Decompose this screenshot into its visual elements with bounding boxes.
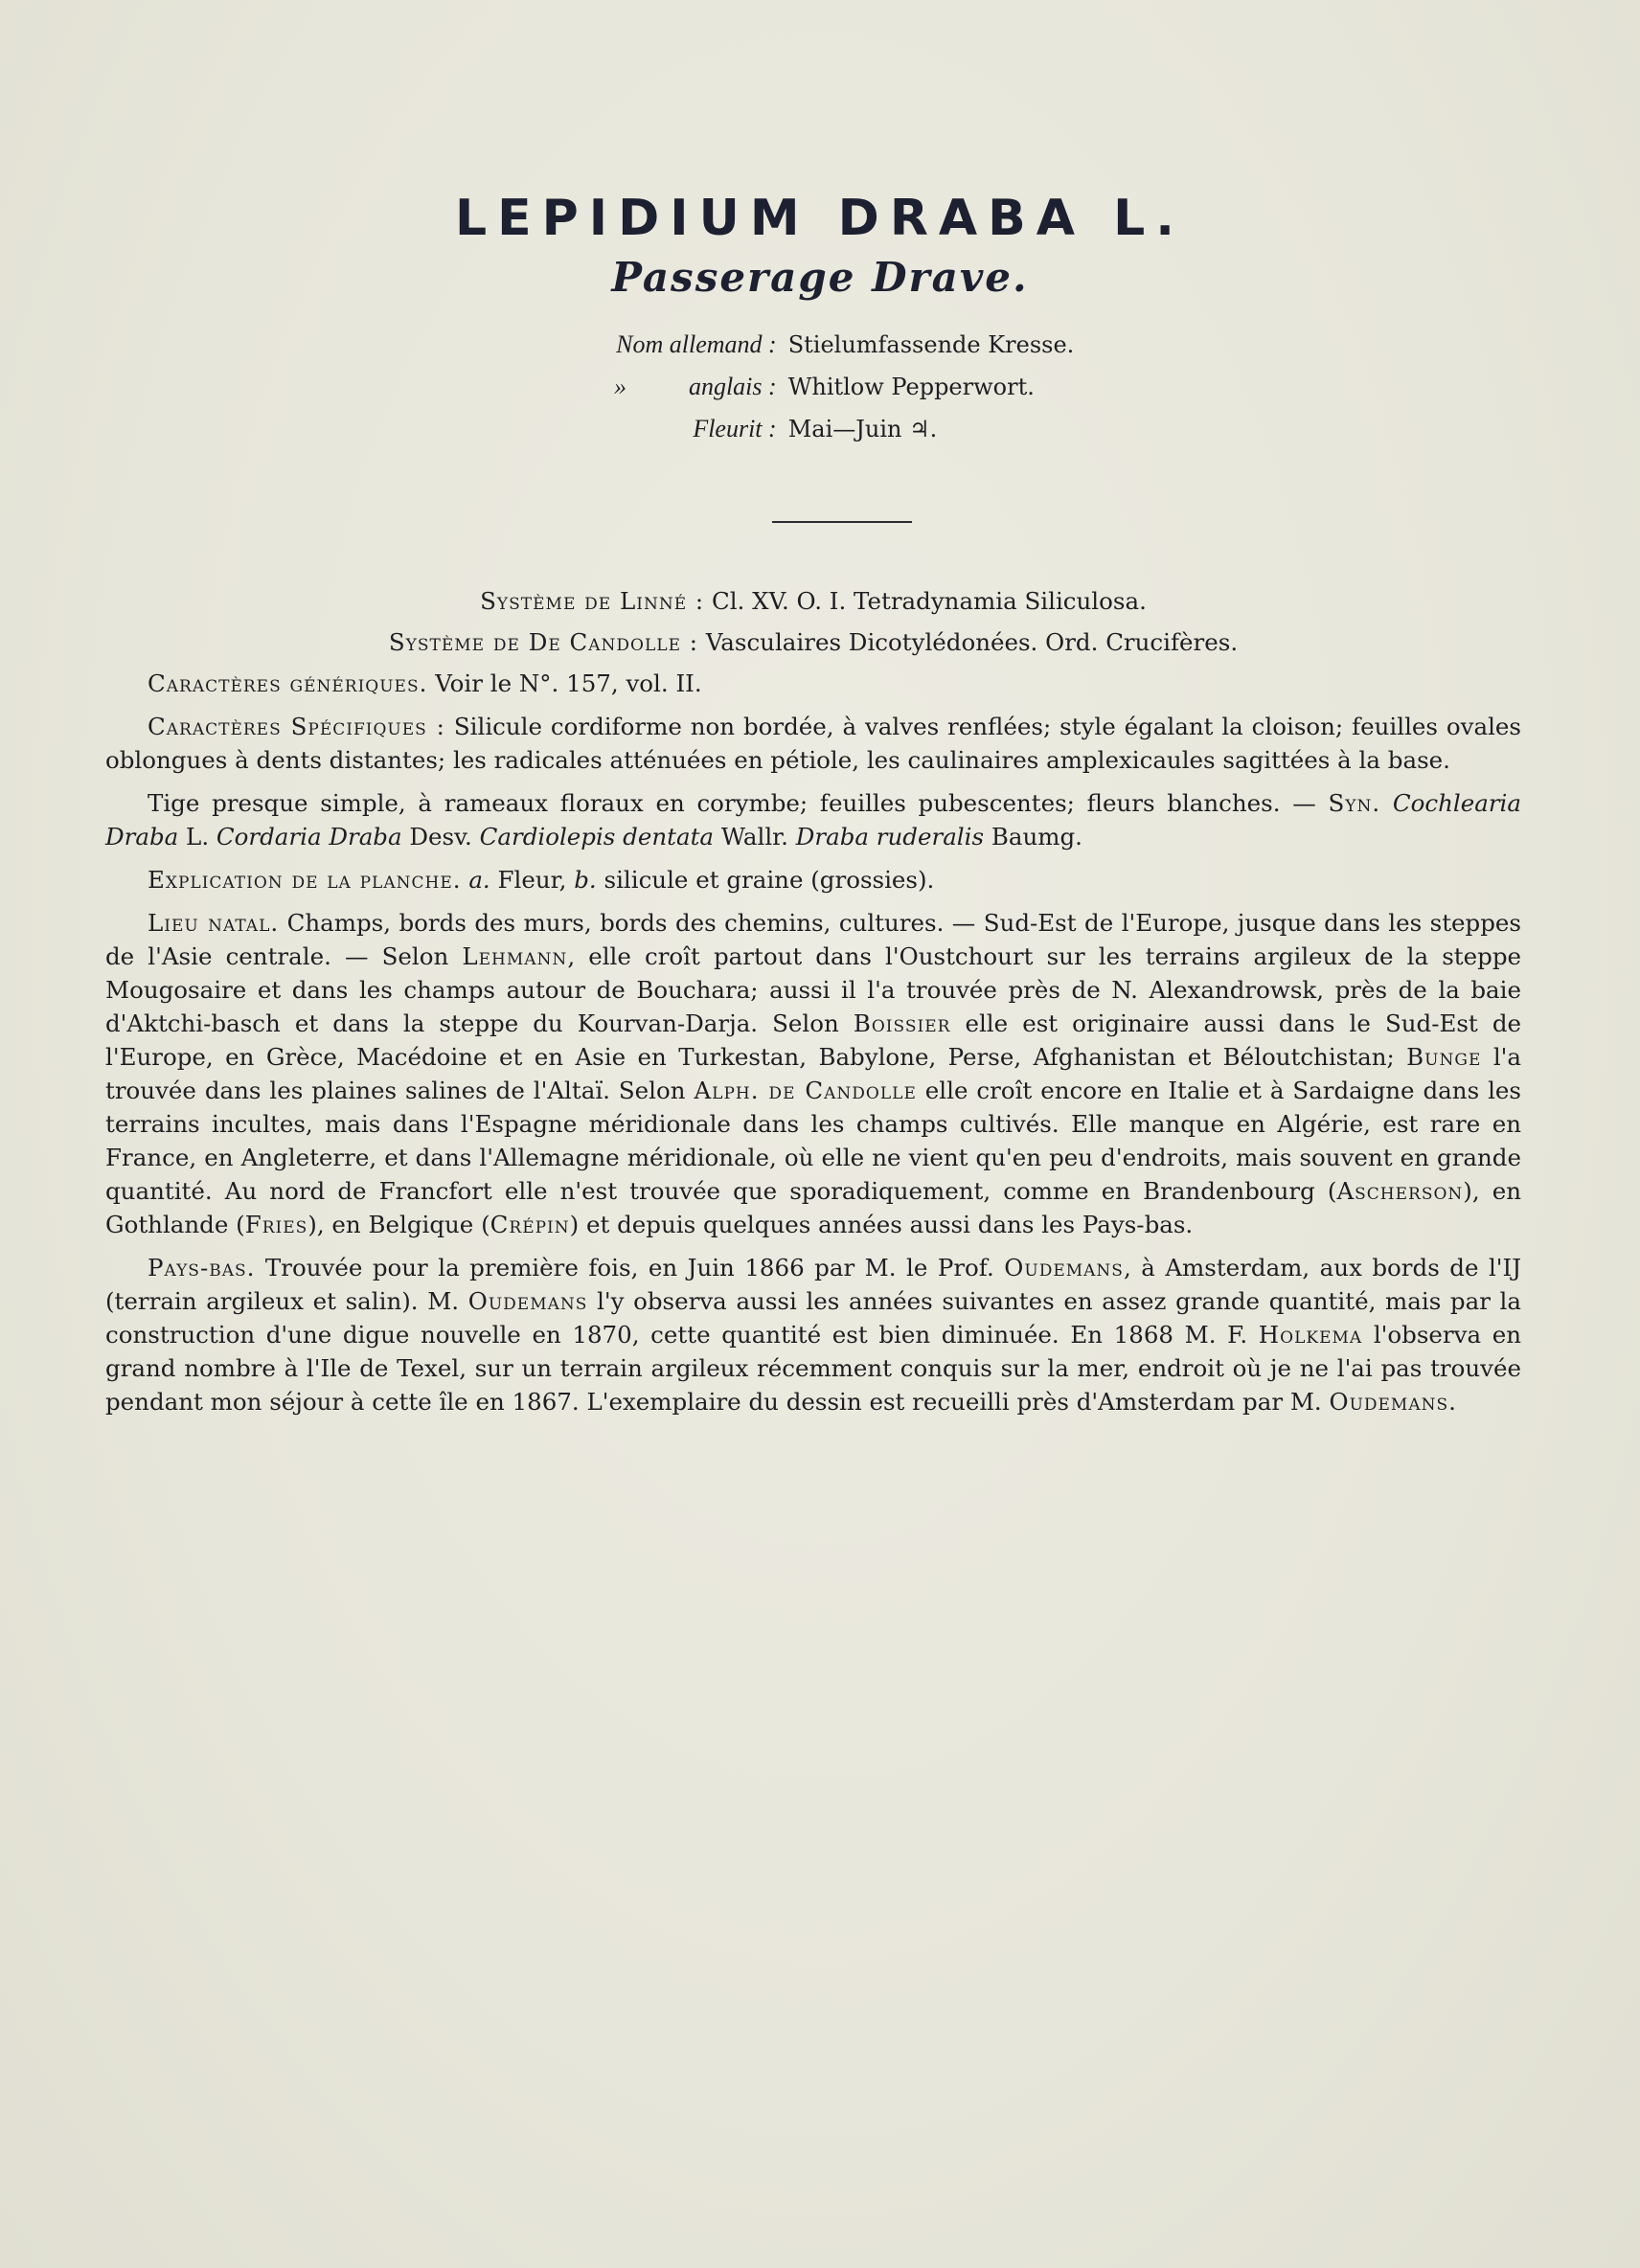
section-text: Vasculaires Dicotylédonées. Ord. Crucifères. (705, 628, 1239, 656)
person-name: Oudemans (1329, 1388, 1449, 1416)
name-row-english (566, 366, 1075, 408)
section-label: Système de De Candolle : (388, 628, 699, 656)
name-value: Mai—Juin ♃. (787, 416, 938, 442)
page-title: LEPIDIUM DRABA L. (454, 190, 1186, 247)
name-value: Stielumfassende Kresse. (787, 331, 1075, 358)
text-run: l'observa en grand nombre à l'Ile de Texel, sur un terrain argileux récemment conquis sur la mer, endroit où je ne l'ai pas trouvée pendant mon séjour à cette île en 1867. L'exemplaire du dessin est recueilli près d'Amsterdam par M. (105, 1321, 1521, 1416)
text-run: , à Amsterdam, aux bords de l'IJ (terrain argileux et salin). M. (105, 1254, 1522, 1315)
text-run: , elle croît partout dans l'Oustchourt sur les terrains argileux de la steppe Mougosaire et dans les champs autour de Bouchara; aussi il l'a trouvée près de N. Alexandrowsk, près de la baie d'Aktchi-basch et dans la steppe du Kourvan-Darja. Selon (105, 942, 1521, 1037)
page-subtitle: Passerage Drave. (611, 254, 1029, 301)
text-run: ) et depuis quelques années aussi dans les Pays-bas. (569, 1211, 1194, 1238)
section-label: Lieu natal. (148, 909, 280, 937)
synonym-name: Cordaria Draba (216, 823, 402, 850)
person-name: Oudemans (467, 1287, 588, 1315)
text-run: Fleur, (490, 866, 575, 894)
text-run: elle est originaire aussi dans le Sud-Est de l'Europe, en Grèce, Macédoine et en Asie en Turkestan, Babylone, Perse, Afghanistan et Béloutchistan; (105, 1009, 1522, 1071)
synonym-author: Wallr. (714, 823, 796, 850)
caracteres-generiques (105, 667, 1521, 700)
section-text: Silicule cordiforme non bordée, à valves renflées; style égalant la cloison; feuilles ovales oblongues à dents distantes; les radicales atténuées en pétiole, les caulinaires amplexicaules sagittées à la base. (105, 713, 1521, 774)
section-label: Pays-bas. (148, 1254, 256, 1281)
text-run: Trouvée pour la première fois, en Juin 1866 par M. le Prof. (255, 1254, 1005, 1281)
systeme-linne (105, 584, 1521, 618)
lieu-natal (105, 906, 1521, 1241)
section-label: Système de Linné : (480, 587, 705, 615)
person-name: Holkema (1258, 1321, 1363, 1349)
figure-letter: b. (574, 866, 597, 894)
name-value: Whitlow Pepperwort. (787, 374, 1035, 400)
name-label: » anglais : (613, 373, 777, 400)
section-label: Explication de la planche. (148, 866, 462, 894)
tige-paragraph (105, 786, 1521, 853)
name-row-german (566, 324, 1075, 366)
divider-rule (772, 521, 912, 523)
figure-letter: a. (468, 866, 490, 894)
text-run: elle croît encore en Italie et à Sardaigne dans les terrains incultes, mais dans l'Espagne méridionale dans les champs cultivés. Elle manque en Algérie, est rare en France, en Angleterre, et dans l'Allemagne méridionale, où elle ne vient qu'en peu d'endroits, mais souvent en grande quantité. Au nord de Francfort elle n'est trouvée que sporadiquement, comme en Brandenbourg ( (105, 1077, 1521, 1205)
systeme-candolle (105, 625, 1521, 659)
text-run: silicule et graine (grossies). (596, 866, 935, 894)
synonym-author: L. (178, 823, 216, 850)
common-names-block (566, 324, 1075, 450)
person-name: Alph. de Candolle (694, 1077, 917, 1104)
synonym-name: Cardiolepis dentata (479, 823, 715, 850)
caracteres-specifiques (105, 710, 1521, 777)
synonym-label: Syn. (1328, 789, 1381, 817)
synonym-name: Draba ruderalis (795, 823, 985, 850)
person-name: Lehmann (462, 942, 568, 970)
header (0, 188, 1640, 450)
name-label: Nom allemand : (616, 330, 777, 358)
person-name: Crépin (490, 1211, 570, 1238)
synonym-name: Cochlearia Draba (105, 789, 1521, 850)
text-run: ), en Belgique ( (308, 1211, 490, 1238)
person-name: Ascherson (1336, 1177, 1464, 1205)
text-run: Champs, bords des murs, bords des chemins, cultures. — Sud-Est de l'Europe, jusque dans les steppes de l'Asie centrale. — Selon (105, 909, 1521, 970)
text-run: l'y observa aussi les années suivantes en assez grande quantité, mais par la construction d'une digue nouvelle en 1870, cette quantité est bien diminuée. En 1868 M. F. (105, 1287, 1521, 1349)
explication-planche (105, 863, 1521, 896)
text-run: . (1448, 1388, 1456, 1416)
section-text: Voir le N°. 157, vol. II. (435, 669, 702, 697)
document-body (105, 584, 1521, 1428)
synonym-author: Desv. (401, 823, 480, 850)
person-name: Bunge (1406, 1043, 1482, 1071)
text-run: Tige presque simple, à rameaux floraux en corymbe; feuilles pubescentes; fleurs blanches. — (148, 789, 1329, 817)
synonym-author: Baumg. (984, 823, 1082, 850)
person-name: Boissier (853, 1009, 951, 1037)
pays-bas (105, 1251, 1521, 1418)
name-label: Fleurit : (693, 415, 777, 442)
section-text: Cl. XV. O. I. Tetradynamia Siliculosa. (711, 587, 1147, 615)
person-name: Oudemans (1004, 1254, 1124, 1281)
name-row-flowering (566, 408, 1075, 450)
text-run: ), en Gothlande ( (105, 1177, 1521, 1238)
section-label: Caractères Spécifiques : (148, 713, 445, 740)
section-label: Caractères génériques. (148, 669, 428, 697)
person-name: Fries (244, 1211, 308, 1238)
text-run: l'a trouvée dans les plaines salines de l'Altaï. Selon (105, 1043, 1521, 1104)
